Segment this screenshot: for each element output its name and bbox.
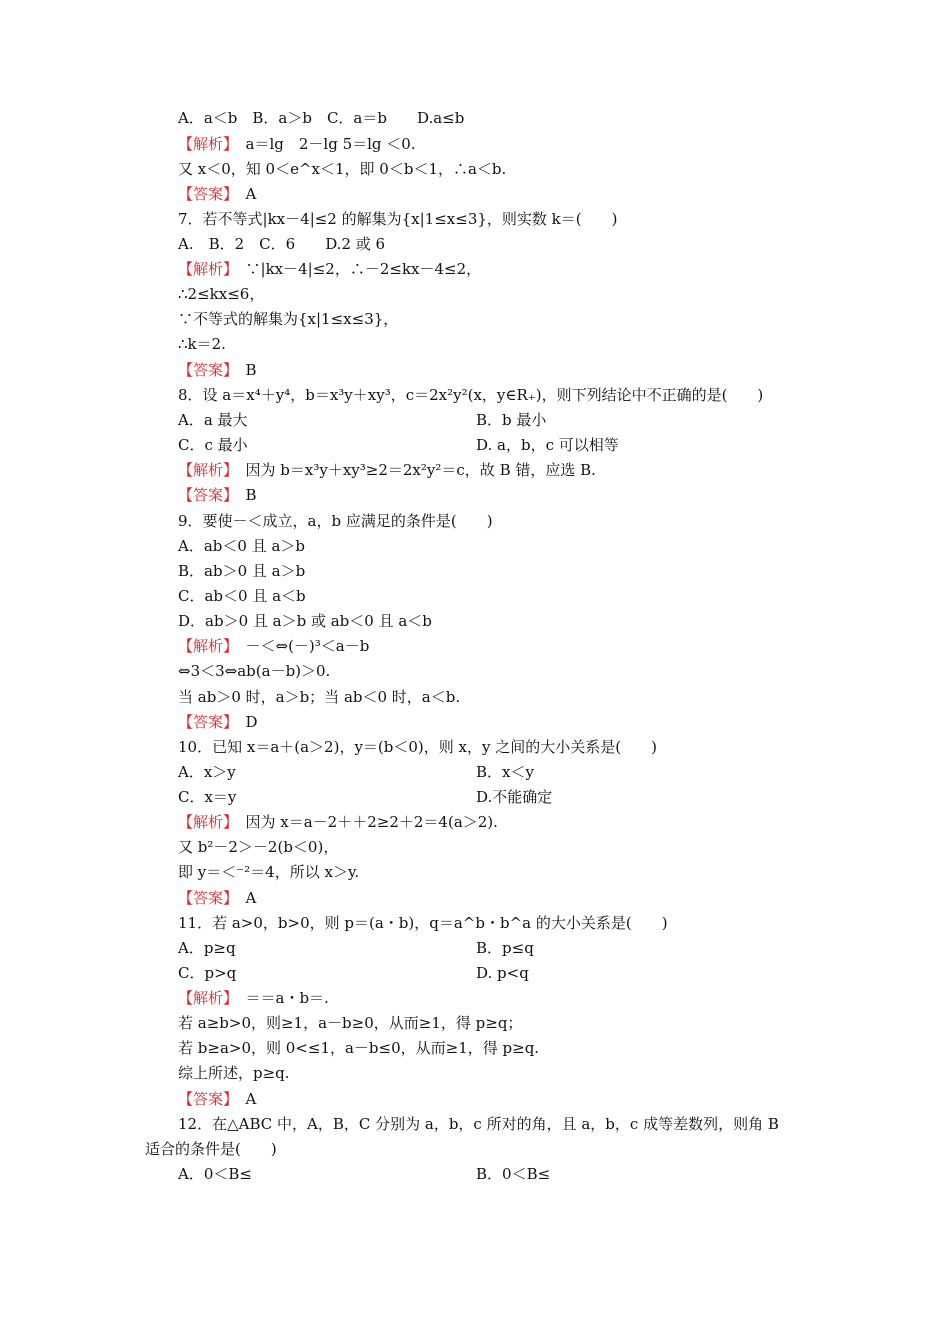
text-line — [178, 812, 498, 832]
line-text: A．0＜B≤ — [178, 1165, 252, 1183]
line-text: A．a＜b B．a＞b C．a＝b D.a≤b — [178, 109, 465, 127]
text-line — [178, 586, 306, 606]
line-text: A．ab＜0 且 a＞b — [178, 537, 306, 555]
text-line — [178, 334, 226, 354]
line-text: 综上所述，p≥q. — [178, 1064, 290, 1082]
line-text: 11．若 a>0，b>0，则 p＝(a・b)，q＝a^b・b^a 的大小关系是( ) — [178, 914, 668, 932]
text-line — [178, 1063, 290, 1083]
line-text: 即 y＝＜⁻²＝4，所以 x＞y. — [178, 863, 360, 881]
text-line — [178, 787, 236, 807]
text-line — [145, 1139, 277, 1159]
analysis-label: 【解析】 — [178, 260, 231, 278]
line-text: A. B．2 C．6 D.2 或 6 — [178, 235, 386, 253]
text-line — [178, 1089, 256, 1109]
text-line — [476, 762, 534, 782]
line-text: A．x＞y — [178, 763, 236, 781]
text-line — [178, 561, 305, 581]
line-text: 当 ab＞0 时，a＞b；当 ab＜0 时，a＜b. — [178, 688, 461, 706]
line-text: B — [230, 486, 257, 504]
line-text: 若 a≥b>0，则≥1，a－b≥0，从而≥1，得 p≥q； — [178, 1014, 523, 1032]
text-line — [178, 159, 506, 179]
text-line — [178, 1038, 539, 1058]
answer-label: 【答案】 — [178, 486, 231, 504]
text-line — [178, 284, 264, 304]
line-text: A — [230, 1090, 257, 1108]
answer-label: 【答案】 — [178, 361, 231, 379]
text-line — [178, 309, 398, 329]
analysis-label: 【解析】 — [178, 813, 231, 831]
text-line — [178, 460, 596, 480]
line-text: A — [230, 185, 257, 203]
line-text: B．ab＞0 且 a＞b — [178, 562, 306, 580]
text-line — [178, 938, 236, 958]
line-text: B．b 最小 — [476, 411, 547, 429]
line-text: 又 x＜0，知 0＜e^x＜1，即 0＜b＜1，∴a＜b. — [178, 160, 507, 178]
text-line — [476, 410, 546, 430]
line-text: A．a 最大 — [178, 411, 248, 429]
line-text: B．p≤q — [476, 939, 534, 957]
line-text: 若 b≥a>0，则 0<≤1，a－b≤0，从而≥1，得 p≥q. — [178, 1039, 540, 1057]
analysis-label: 【解析】 — [178, 637, 231, 655]
text-line — [178, 511, 493, 531]
text-line — [178, 485, 257, 505]
text-line — [178, 410, 248, 430]
answer-label: 【答案】 — [178, 889, 231, 907]
line-text: D．ab＞0 且 a＞b 或 ab＜0 且 a＜b — [178, 612, 432, 630]
text-line — [178, 1114, 779, 1134]
line-text: B — [230, 361, 257, 379]
text-line — [476, 435, 619, 455]
text-line — [178, 687, 460, 707]
line-text: D — [230, 713, 258, 731]
line-text: D.不能确定 — [476, 788, 553, 806]
text-line — [476, 963, 529, 983]
text-line — [178, 234, 385, 254]
line-text: C．ab＜0 且 a＜b — [178, 587, 306, 605]
text-line — [178, 1013, 522, 1033]
text-line — [178, 988, 329, 1008]
line-text: A．p≥q — [178, 939, 236, 957]
text-line — [178, 737, 657, 757]
text-line — [178, 184, 256, 204]
text-line — [178, 536, 305, 556]
text-line — [178, 435, 248, 455]
line-text: D. a，b，c 可以相等 — [476, 436, 619, 454]
text-line — [178, 888, 256, 908]
line-text: 7．若不等式|kx－4|≤2 的解集为{x|1≤x≤3}，则实数 k＝( ) — [178, 210, 618, 228]
answer-label: 【答案】 — [178, 1090, 231, 1108]
text-line — [178, 134, 416, 154]
analysis-label: 【解析】 — [178, 135, 231, 153]
line-text: ∵不等式的解集为{x|1≤x≤3}， — [178, 310, 399, 328]
line-text: C．x＝y — [178, 788, 237, 806]
line-text: a＝lg 2－lg 5＝lg ＜0. — [230, 135, 416, 153]
line-text: ∴k＝2. — [178, 335, 226, 353]
text-line — [178, 762, 236, 782]
line-text: ＝＝a・b＝. — [230, 989, 329, 1007]
text-line — [178, 712, 258, 732]
text-line — [178, 385, 763, 405]
text-line — [178, 360, 257, 380]
text-line — [178, 963, 236, 983]
answer-label: 【答案】 — [178, 185, 231, 203]
line-text: ∴2≤kx≤6， — [178, 285, 265, 303]
text-line — [178, 108, 464, 128]
line-text: B．x＜y — [476, 763, 534, 781]
line-text: 因为 x＝a－2＋＋2≥2＋2＝4(a＞2). — [230, 813, 498, 831]
text-line — [178, 837, 338, 857]
line-text: ⇔3＜3⇔ab(a－b)＞0. — [178, 662, 331, 680]
line-text: －＜⇔(－)³＜a－b — [230, 637, 370, 655]
analysis-label: 【解析】 — [178, 989, 231, 1007]
line-text: 8．设 a＝x⁴＋y⁴，b＝x³y＋xy³，c＝2x²y²(x，y∈R₊)，则下列结论中不正确的是( ) — [178, 386, 764, 404]
line-text: 12．在△ABC 中，A，B，C 分别为 a，b，c 所对的角，且 a，b，c 成等差数列，则角 B — [178, 1115, 779, 1133]
line-text: A — [230, 889, 257, 907]
text-line — [178, 862, 359, 882]
line-text: 9．要使－＜成立，a，b 应满足的条件是( ) — [178, 512, 493, 530]
text-line — [476, 787, 552, 807]
text-line — [178, 209, 617, 229]
line-text: B．0＜B≤ — [476, 1165, 551, 1183]
line-text: 又 b²－2＞－2(b＜0)， — [178, 838, 339, 856]
line-text: 10．已知 x＝a＋(a＞2)，y＝(b＜0)，则 x，y 之间的大小关系是( ) — [178, 738, 657, 756]
text-line — [476, 1164, 550, 1184]
line-text: 适合的条件是( ) — [145, 1140, 277, 1158]
line-text: C．p>q — [178, 964, 237, 982]
text-line — [178, 636, 369, 656]
text-line — [178, 611, 432, 631]
analysis-label: 【解析】 — [178, 461, 231, 479]
answer-label: 【答案】 — [178, 713, 231, 731]
text-line — [178, 661, 330, 681]
line-text: C．c 最小 — [178, 436, 248, 454]
text-line — [178, 1164, 252, 1184]
text-line — [178, 259, 481, 279]
line-text: D. p<q — [476, 964, 529, 982]
line-text: 因为 b＝x³y＋xy³≥2＝2x²y²＝c，故 B 错，应选 B. — [230, 461, 596, 479]
text-line — [178, 913, 668, 933]
text-line — [476, 938, 534, 958]
line-text: ∵|kx－4|≤2，∴－2≤kx－4≤2， — [230, 260, 482, 278]
